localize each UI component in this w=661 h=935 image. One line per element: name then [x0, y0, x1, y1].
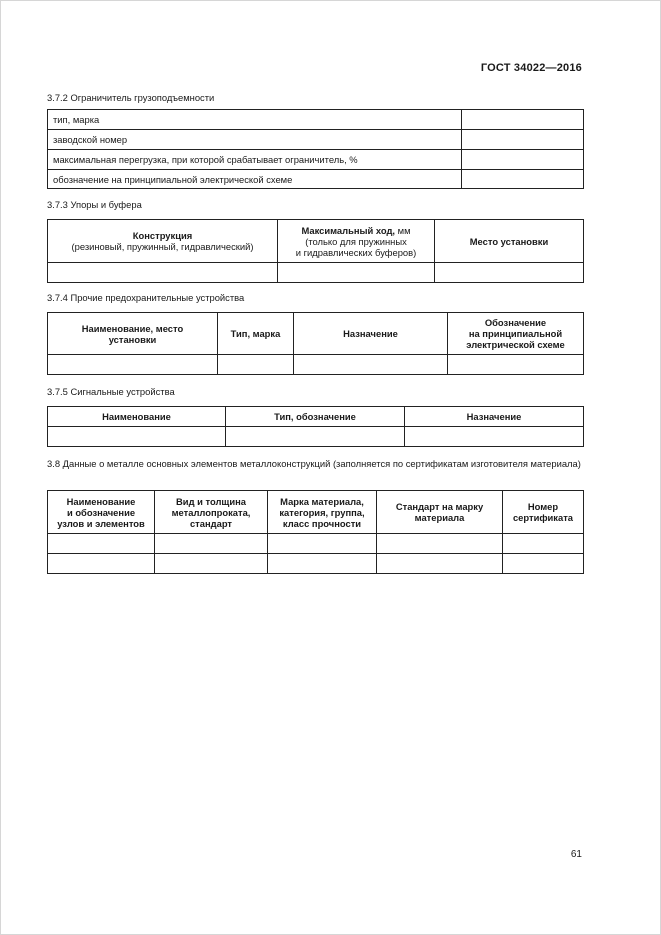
value-cell[interactable] [462, 110, 584, 130]
header-certificate-number: Номер сертификата [503, 491, 584, 534]
signal-devices-table [47, 406, 584, 447]
empty-cell[interactable] [218, 355, 294, 375]
header-name: Наименование [48, 407, 226, 427]
empty-cell[interactable] [48, 355, 218, 375]
empty-cell[interactable] [48, 534, 155, 554]
row-label: обозначение на принципиальной электрической схеме [48, 170, 462, 189]
empty-cell[interactable] [377, 534, 503, 554]
load-limiter-table [47, 109, 584, 189]
metal-data-table [47, 490, 584, 574]
header-name-location: Наименование, место установки [48, 313, 218, 355]
row-label: заводской номер [48, 130, 462, 150]
table-row [48, 170, 584, 189]
empty-cell[interactable] [448, 355, 584, 375]
header-row [48, 313, 584, 355]
value-cell[interactable] [462, 150, 584, 170]
empty-cell[interactable] [268, 534, 377, 554]
section-3-7-4-title: 3.7.4 Прочие предохранительные устройства [47, 292, 245, 303]
empty-cell[interactable] [48, 263, 278, 283]
header-install-location: Место установки [435, 220, 584, 263]
header-type-designation: Тип, обозначение [226, 407, 405, 427]
header-row [48, 407, 584, 427]
table-row [48, 263, 584, 283]
empty-cell[interactable] [226, 427, 405, 447]
section-3-8-text: 3.8 Данные о металле основных элементов металлоконструкций (заполняется по сертификатам изготовителя материала) [47, 458, 581, 469]
document-code: ГОСТ 34022—2016 [480, 62, 582, 74]
header-purpose: Назначение [405, 407, 584, 427]
section-3-7-3-title: 3.7.3 Упоры и буфера [47, 199, 142, 210]
table-row [48, 355, 584, 375]
page-number: 61 [570, 849, 582, 860]
table-row [48, 427, 584, 447]
value-cell[interactable] [462, 170, 584, 189]
empty-cell[interactable] [48, 427, 226, 447]
empty-cell[interactable] [405, 427, 584, 447]
section-3-7-5-title: 3.7.5 Сигнальные устройства [47, 386, 175, 397]
empty-cell[interactable] [155, 554, 268, 574]
value-cell[interactable] [462, 130, 584, 150]
header-material-standard: Стандарт на марку материала [377, 491, 503, 534]
header-row [48, 220, 584, 263]
empty-cell[interactable] [503, 554, 584, 574]
table-row [48, 150, 584, 170]
empty-cell[interactable] [294, 355, 448, 375]
table-row [48, 534, 584, 554]
header-purpose: Назначение [294, 313, 448, 355]
header-material-grade: Марка материала, категория, группа, класс прочности [268, 491, 377, 534]
empty-cell[interactable] [278, 263, 435, 283]
header-element-name: Наименование и обозначение узлов и элементов [48, 491, 155, 534]
empty-cell[interactable] [435, 263, 584, 283]
row-label: тип, марка [48, 110, 462, 130]
table-row [48, 110, 584, 130]
row-label: максимальная перегрузка, при которой срабатывает ограничитель, % [48, 150, 462, 170]
header-max-travel: Максимальный ход, мм (только для пружинных и гидравлических буферов) [278, 220, 435, 263]
section-3-7-2-title: 3.7.2 Ограничитель грузоподъемности [47, 92, 215, 103]
empty-cell[interactable] [155, 534, 268, 554]
empty-cell[interactable] [377, 554, 503, 574]
safety-devices-table [47, 312, 584, 375]
empty-cell[interactable] [48, 554, 155, 574]
header-row [48, 491, 584, 534]
empty-cell[interactable] [268, 554, 377, 574]
table-row [48, 130, 584, 150]
empty-cell[interactable] [503, 534, 584, 554]
table-row [48, 554, 584, 574]
header-type-brand: Тип, марка [218, 313, 294, 355]
stops-buffers-table [47, 219, 584, 283]
header-construction: Конструкция (резиновый, пружинный, гидравлический) [48, 220, 278, 263]
header-designation: Обозначение на принципиальной электрической схеме [448, 313, 584, 355]
header-rolled-metal: Вид и толщина металлопроката, стандарт [155, 491, 268, 534]
